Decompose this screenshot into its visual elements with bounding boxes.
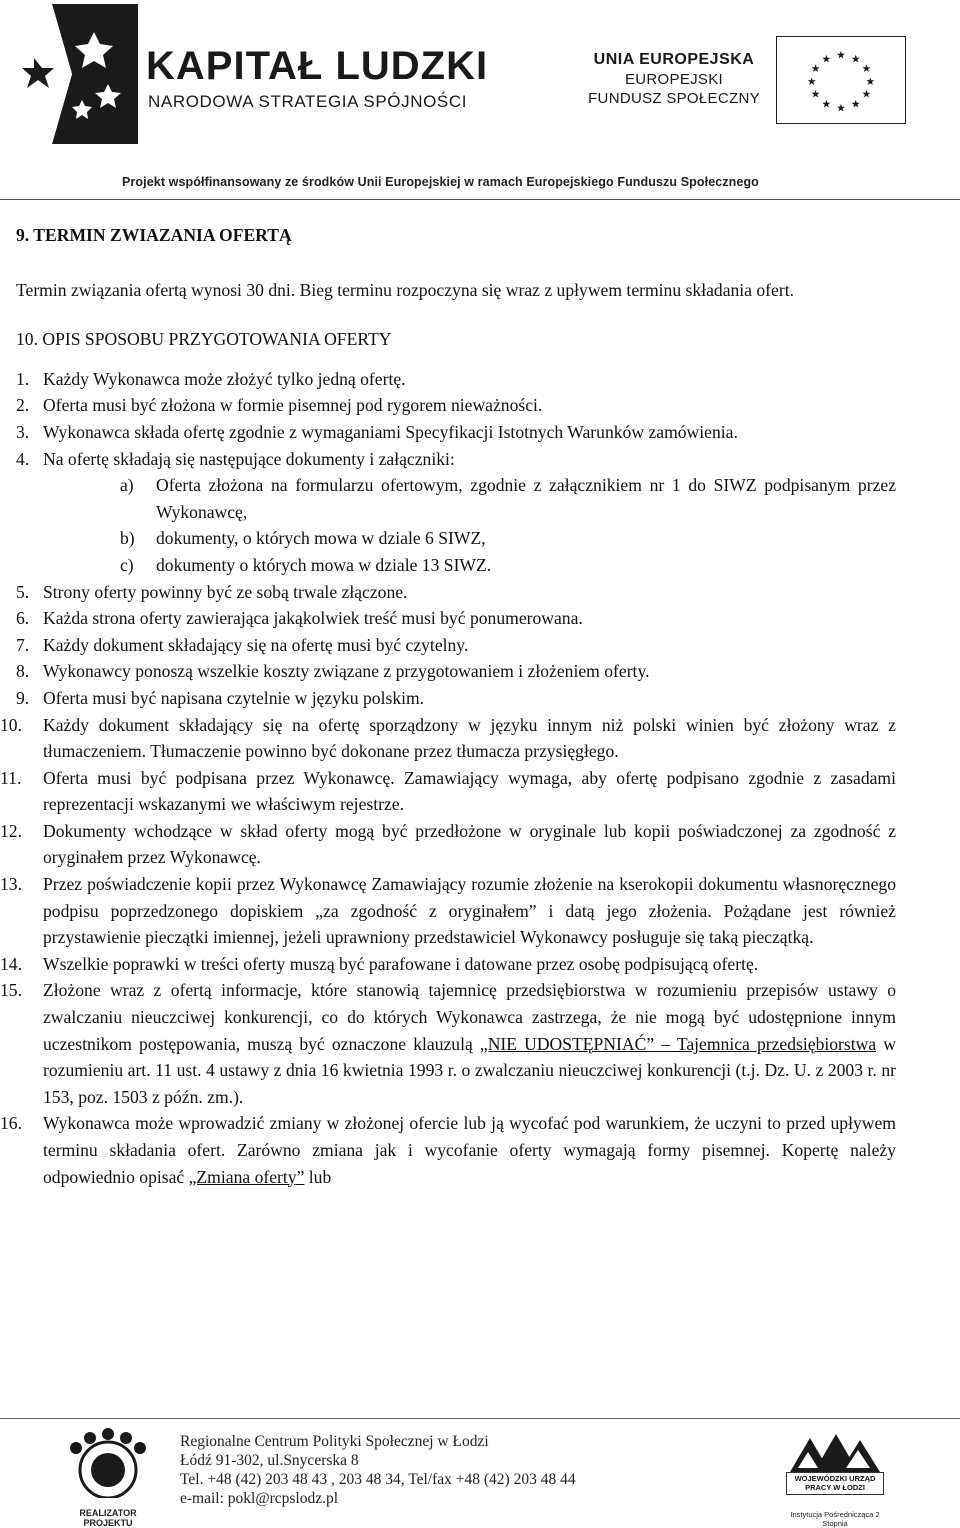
realizator-caption: REALIZATOR PROJEKTU: [79, 1508, 137, 1528]
list-item-number: 3.: [16, 421, 30, 442]
eu-line-1: UNIA EUROPEJSKA: [593, 51, 755, 68]
sub-item-text: Oferta złożona na formularzu ofertowym, zgodnie z załącznikiem nr 1 do SIWZ podpisanym przez Wykonawcę,: [156, 475, 896, 522]
list-item-text: Na ofertę składają się następujące dokumenty i załączniki:: [43, 448, 455, 469]
list-item-number: 2.: [16, 395, 30, 416]
list-item-text-before: Złożone wraz z ofertą informacje, które stanowią tajemnicę przedsiębiorstwa w rozumieniu przepisów ustawy o zwalczaniu nieuczciwej konkurencji, co do których Wykonawca zastrzega, że nie mogą być udostępnione innym uczestnikom postępowania, muszą być oznaczone klauzulą: [43, 980, 896, 1054]
list-item: [0, 765, 896, 818]
list-item: [0, 951, 896, 978]
sub-item-text: dokumenty, o których mowa w dziale 6 SIWZ,: [156, 528, 486, 549]
org-email: e-mail: pokl@rcpslodz.pl: [180, 1490, 339, 1507]
list-item: [0, 1110, 896, 1190]
list-item-text: Każdy dokument składający się na ofertę sporządzony w języku innym niż polski winien być złożony wraz z tłumaczeniem. Tłumaczenie powinno być dokonane przez tłumacza przysięgłego.: [43, 714, 896, 762]
list-item-number: 4.: [16, 448, 30, 469]
list-item-text-after: lub: [304, 1166, 332, 1187]
svg-text:★: ★: [861, 62, 872, 76]
eu-line-2: EUROPEJSKI: [624, 71, 724, 88]
list-item-text: Oferta musi być złożona w formie pisemnej pod rygorem nieważności.: [43, 395, 543, 416]
list-item: [16, 605, 896, 632]
list-item-number: 1.: [16, 368, 30, 389]
list-item-text: Wykonawcy ponoszą wszelkie koszty związane z przygotowaniem i złożeniem oferty.: [43, 661, 650, 682]
list-item-text: Przez poświadczenie kopii przez Wykonawcę Zamawiający rozumie złożenie na kserokopii dokumentu własnoręcznego podpisu poprzedzonego dopiskiem „za zgodność z oryginałem” i datą jego złożenia. Pożądane jest również przystawienie pieczątki imiennej, jeżeli uprawniony przedstawiciel Wykonawcy posługuje się taką pieczątką.: [43, 874, 896, 948]
sub-item-letter: a): [120, 475, 134, 496]
list-item-text: Oferta musi być podpisana przez Wykonawcę. Zamawiający wymaga, aby ofertę podpisano zgodnie z zasadami reprezentacji wskazanymi we właściwym rejestrze.: [43, 767, 896, 815]
svg-text:★: ★: [806, 74, 817, 88]
list-item-number: 6.: [16, 608, 30, 629]
list-item-number: 5.: [16, 581, 30, 602]
svg-text:★: ★: [810, 62, 821, 76]
list-item-number: 15.: [0, 980, 22, 1001]
svg-text:★: ★: [836, 48, 846, 62]
document-body: [0, 222, 896, 1190]
list-item-number: 8.: [16, 661, 30, 682]
svg-text:★: ★: [836, 101, 846, 115]
eu-text-block: [584, 50, 764, 108]
sub-item-text: dokumenty o których mowa w dziale 13 SIWZ.: [156, 554, 492, 575]
list-item: [16, 658, 896, 685]
list-item-text: Każda strona oferty zawierająca jakąkolwiek treść musi być ponumerowana.: [43, 608, 583, 629]
list-item-text: Każdy dokument składający się na ofertę musi być czytelny.: [43, 634, 469, 655]
section-10-heading: 10. OPIS SPOSOBU PRZYGOTOWANIA OFERTY: [16, 329, 392, 350]
list-item-number: 16.: [0, 1113, 22, 1134]
project-cofinancing-line: Projekt współfinansowany ze środków Unii Europejskiej w ramach Europejskiego Funduszu Społecznego: [122, 175, 759, 189]
list-item: [16, 632, 896, 659]
wup-name-box: WOJEWÓDZKI URZĄD PRACY W ŁODZI: [786, 1472, 884, 1495]
list-item: [16, 579, 896, 606]
confidential-clause: „NIE UDOSTĘPNIAĆ” – Tajemnica przedsiębiorstwa: [479, 1033, 877, 1054]
sub-item-letter: c): [120, 554, 134, 575]
sub-list-item: [16, 525, 896, 552]
list-item-number: 14.: [0, 953, 22, 974]
list-item: [16, 446, 896, 473]
svg-text:★: ★: [810, 87, 821, 101]
logo-title: KAPITAŁ LUDZKI: [146, 44, 489, 88]
svg-text:★: ★: [850, 97, 861, 111]
footer-divider: [0, 1418, 960, 1419]
list-item: [16, 392, 896, 419]
list-item-text: Oferta musi być napisana czytelnie w języku polskim.: [43, 687, 425, 708]
list-item: [16, 419, 896, 446]
svg-text:★: ★: [821, 97, 832, 111]
svg-text:★: ★: [821, 52, 832, 66]
list-item: [16, 366, 896, 393]
sub-item-letter: b): [120, 528, 135, 549]
section-9-text: Termin związania ofertą wynosi 30 dni. Bieg terminu rozpoczyna się wraz z upływem terminu składania ofert.: [16, 279, 794, 300]
list-item-number: 9.: [16, 687, 30, 708]
list-item-text-before: Wykonawca może wprowadzić zmiany w złożonej ofercie lub ją wycofać pod warunkiem, że uczyni to przed upływem terminu składania ofert. Zarówno zmiana jak i wycofanie oferty wymagają formy pisemnej. Kopertę należy odpowiednio opisać: [43, 1113, 896, 1187]
logo-subtitle: NARODOWA STRATEGIA SPÓJNOŚCI: [148, 92, 468, 111]
page-header: [0, 0, 960, 200]
svg-text:★: ★: [865, 74, 876, 88]
list-item-text-after: w rozumieniu art. 11 ust. 4 ustawy z dnia 16 kwietnia 1993 r. o zwalczaniu nieuczciwej konkurencji (t.j. Dz. U. z 2003 r. nr 153, poz. 1503 z późn. zm.).: [43, 1033, 896, 1107]
footer-contact: [180, 1432, 576, 1508]
list-item: [0, 712, 896, 765]
list-item: [16, 685, 896, 712]
sub-list-item: [16, 552, 896, 579]
list-item-text: Strony oferty powinny być ze sobą trwale złączone.: [43, 581, 408, 602]
list-item-number: 10.: [0, 714, 22, 735]
list-item-text: Dokumenty wchodzące w skład oferty mogą być przedłożone w oryginale lub kopii poświadczonej za zgodność z oryginałem przez Wykonawcę.: [43, 820, 896, 868]
list-item-number: 11.: [0, 767, 22, 788]
change-offer-label: „Zmiana oferty”: [188, 1166, 305, 1187]
svg-text:★: ★: [861, 87, 872, 101]
svg-text:★: ★: [850, 52, 861, 66]
section-9-heading: 9. TERMIN ZWIAZANIA OFERTĄ: [16, 225, 292, 245]
sub-list-item: [16, 472, 896, 525]
eu-flag-icon: [776, 36, 906, 124]
list-item: [0, 977, 896, 1110]
org-address: Łódź 91-302, ul.Snycerska 8: [180, 1452, 359, 1469]
list-item: [0, 818, 896, 871]
rcps-logo-icon: [58, 1428, 158, 1498]
list-item-number: 12.: [0, 820, 22, 841]
list-item-number: 13.: [0, 874, 22, 895]
kapital-ludzki-logo-icon: [12, 4, 138, 144]
list-item-text: Każdy Wykonawca może złożyć tylko jedną ofertę.: [43, 368, 406, 389]
org-phone: Tel. +48 (42) 203 48 43 , 203 48 34, Tel/fax +48 (42) 203 48 44: [180, 1471, 576, 1488]
org-name: Regionalne Centrum Polityki Społecznej w Łodzi: [180, 1433, 489, 1450]
list-item: [0, 871, 896, 951]
wup-caption: Instytucja Pośrednicząca 2 Stopnia: [790, 1510, 880, 1528]
list-item-text: Wszelkie poprawki w treści oferty muszą być parafowane i datowane przez osobę podpisującą ofertę.: [43, 953, 759, 974]
list-item-number: 7.: [16, 634, 30, 655]
header-divider: [0, 199, 960, 200]
eu-line-3: FUNDUSZ SPOŁECZNY: [588, 90, 760, 107]
list-item-text: Wykonawca składa ofertę zgodnie z wymaganiami Specyfikacji Istotnych Warunków zamówienia.: [43, 421, 738, 442]
